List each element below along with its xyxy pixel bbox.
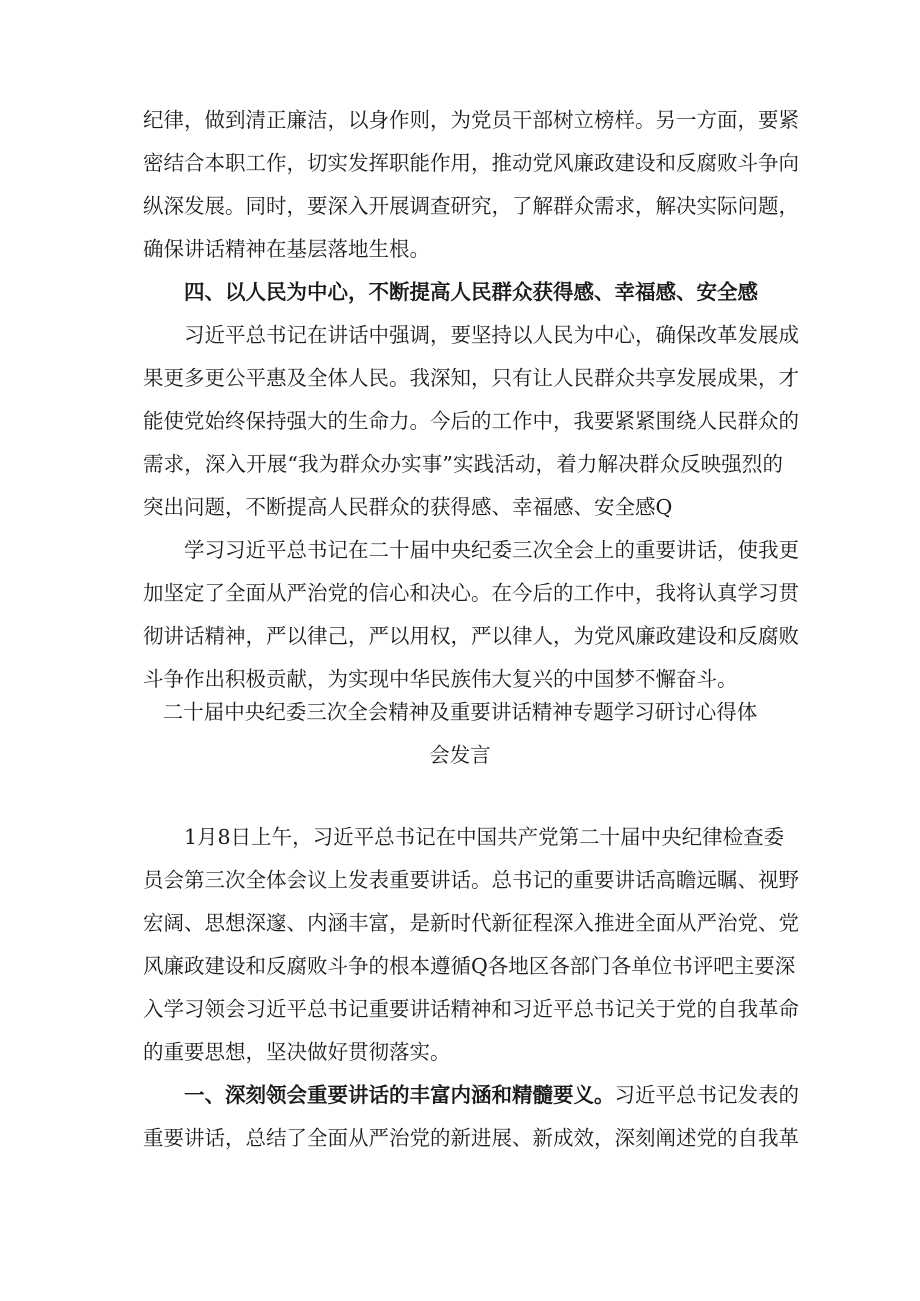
section-one-heading: 一、深刻领会重要讲话的丰富内涵和精髓要义。 [184, 1083, 615, 1107]
paragraph-line: 加坚定了全面从严治党的信心和决心。在今后的工作中，我将认真学习贯 [143, 581, 799, 605]
paragraph-line: 突出问题，不断提高人民群众的获得感、幸福感、安全感Q [143, 495, 673, 519]
paragraph-line: 宏阔、思想深邃、内涵丰富，是新时代新征程深入推进全面从严治党、党 [143, 911, 799, 935]
paragraph-line [184, 1080, 799, 1110]
paragraph-line: 纵深发展。同时，要深入开展调查研究，了解群众需求，解决实际问题， [143, 194, 799, 218]
paragraph-line: 确保讲话精神在基层落地生根。 [143, 237, 430, 261]
section-heading: 四、以人民为中心，不断提高人民群众获得感、幸福感、安全感 [184, 280, 758, 304]
article-title-line: 二十届中央纪委三次全会精神及重要讲话精神专题学习研讨心得体 [162, 700, 758, 724]
paragraph-line: 需求，深入开展“我为群众办实事”实践活动，着力解决群众反映强烈的 [143, 452, 783, 476]
paragraph-line: 重要讲话，总结了全面从严治党的新进展、新成效，深刻阐述党的自我革 [143, 1126, 799, 1150]
article-title-line: 会发言 [429, 743, 491, 767]
paragraph-line: 学习习近平总书记在二十届中央纪委三次全会上的重要讲话，使我更 [184, 538, 799, 562]
paragraph-line: 习近平总书记在讲话中强调，要坚持以人民为中心，确保改革发展成 [184, 323, 799, 347]
paragraph-line: 的重要思想，坚决做好贯彻落实。 [143, 1040, 451, 1064]
paragraph-line: 1月8日上午，习近平总书记在中国共产党第二十届中央纪律检查委 [184, 825, 785, 849]
paragraph-line: 风廉政建设和反腐败斗争的根本遵循Q各地区各部门各单位书评吧主要深 [143, 954, 796, 978]
paragraph-line: 果更多更公平惠及全体人民。我深知，只有让人民群众共享发展成果，才 [143, 366, 799, 390]
section-one-text: 习近平总书记发表的 [614, 1083, 799, 1107]
paragraph-line: 纪律，做到清正廉洁，以身作则，为党员干部树立榜样。另一方面，要紧 [143, 108, 799, 132]
paragraph-line: 斗争作出积极贡献，为实现中华民族伟大复兴的中国梦不懈奋斗。 [143, 667, 738, 691]
paragraph-line: 彻讲话精神，严以律己，严以用权，严以律人，为党风廉政建设和反腐败 [143, 624, 799, 648]
paragraph-line: 员会第三次全体会议上发表重要讲话。总书记的重要讲话高瞻远瞩、视野 [143, 868, 799, 892]
paragraph-line: 能使党始终保持强大的生命力。今后的工作中，我要紧紧围绕人民群众的 [143, 409, 799, 433]
paragraph-line: 密结合本职工作，切实发挥职能作用，推动党风廉政建设和反腐败斗争向 [143, 151, 799, 175]
paragraph-line: 入学习领会习近平总书记重要讲话精神和习近平总书记关于党的自我革命 [143, 997, 799, 1021]
